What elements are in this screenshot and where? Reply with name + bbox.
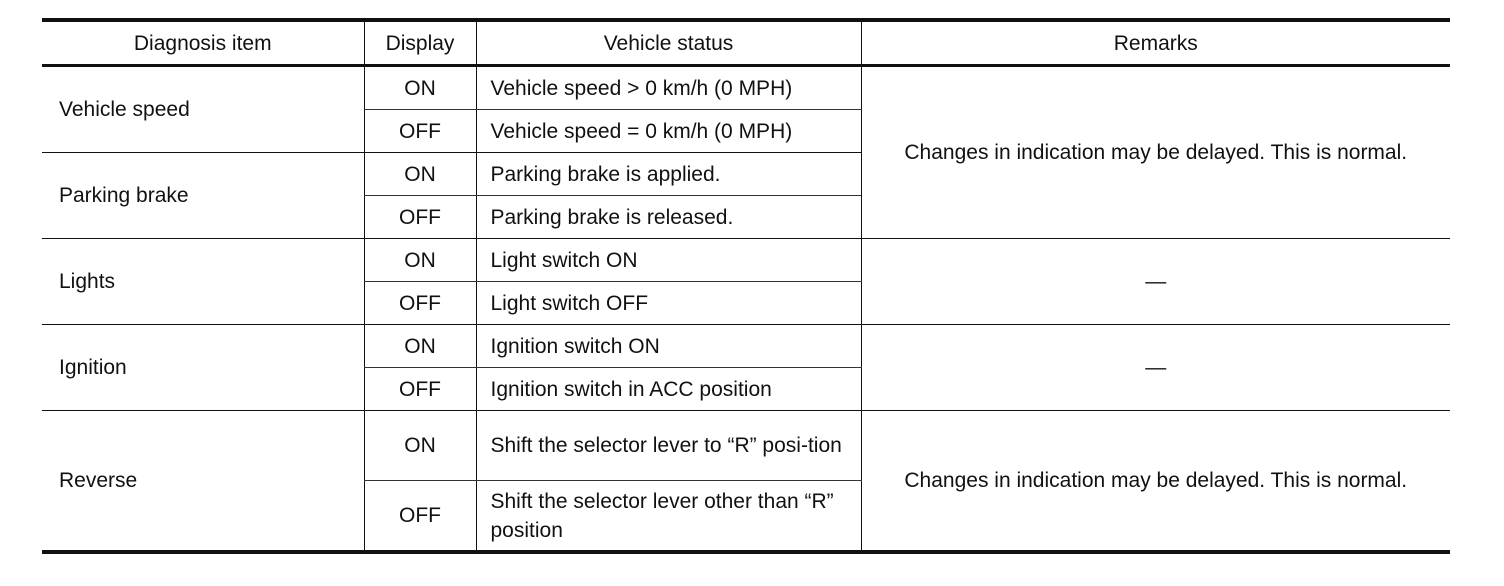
table-row — [42, 239, 1450, 282]
display-value: OFF — [364, 368, 476, 411]
item-reverse: Reverse — [42, 411, 364, 553]
item-lights: Lights — [42, 239, 364, 325]
remarks-ignition: — — [861, 325, 1450, 411]
header-display: Display — [364, 20, 476, 66]
vehicle-status: Parking brake is applied. — [476, 153, 861, 196]
header-vehicle-status: Vehicle status — [476, 20, 861, 66]
display-value: ON — [364, 66, 476, 110]
header-diagnosis-item: Diagnosis item — [42, 20, 364, 66]
table-row — [42, 66, 1450, 110]
vehicle-status: Ignition switch ON — [476, 325, 861, 368]
vehicle-status: Parking brake is released. — [476, 196, 861, 239]
item-vehicle-speed: Vehicle speed — [42, 66, 364, 153]
vehicle-status: Vehicle speed > 0 km/h (0 MPH) — [476, 66, 861, 110]
vehicle-status: Ignition switch in ACC position — [476, 368, 861, 411]
vehicle-status: Shift the selector lever to “R” posi-tion — [476, 411, 861, 481]
display-value: OFF — [364, 282, 476, 325]
remarks-reverse: Changes in indication may be delayed. This is normal. — [861, 411, 1450, 553]
diagnosis-table — [42, 18, 1450, 554]
item-ignition: Ignition — [42, 325, 364, 411]
display-value: ON — [364, 325, 476, 368]
display-value: ON — [364, 411, 476, 481]
table-row — [42, 411, 1450, 481]
display-value: ON — [364, 153, 476, 196]
remarks-lights: — — [861, 239, 1450, 325]
display-value: OFF — [364, 110, 476, 153]
display-value: OFF — [364, 481, 476, 553]
header-remarks: Remarks — [861, 20, 1450, 66]
table-row — [42, 325, 1450, 368]
header-row — [42, 20, 1450, 66]
item-parking-brake: Parking brake — [42, 153, 364, 239]
vehicle-status: Light switch ON — [476, 239, 861, 282]
vehicle-status: Vehicle speed = 0 km/h (0 MPH) — [476, 110, 861, 153]
vehicle-status: Shift the selector lever other than “R” position — [476, 481, 861, 553]
vehicle-status: Light switch OFF — [476, 282, 861, 325]
display-value: OFF — [364, 196, 476, 239]
remarks-speed-brake: Changes in indication may be delayed. This is normal. — [861, 66, 1450, 239]
display-value: ON — [364, 239, 476, 282]
